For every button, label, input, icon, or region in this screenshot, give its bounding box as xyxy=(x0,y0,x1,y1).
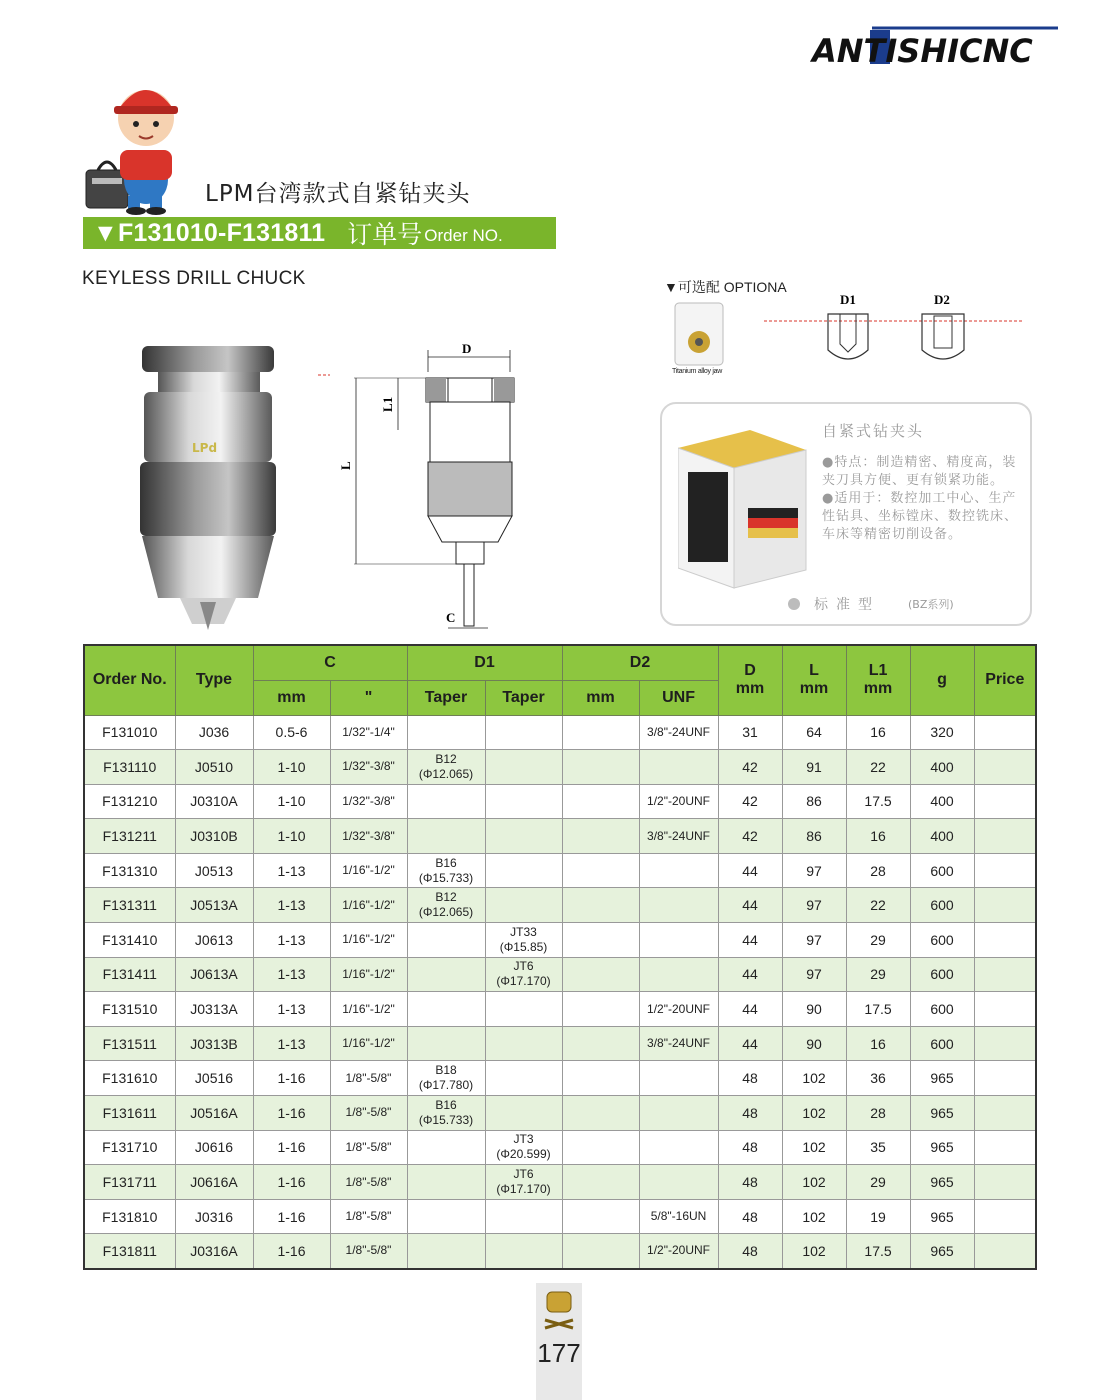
cell-d2-mm xyxy=(562,853,639,888)
cell-d1-taper-b: B16 (Φ15.733) xyxy=(407,853,485,888)
table-row xyxy=(84,1165,1036,1200)
cell-g: 965 xyxy=(910,1096,974,1131)
cell-d: 44 xyxy=(718,1026,782,1061)
cell-d1-taper-jt xyxy=(485,1026,562,1061)
cell-g: 965 xyxy=(910,1165,974,1200)
cell-l1: 35 xyxy=(846,1130,910,1165)
col-l1: L1 mm xyxy=(846,645,910,715)
cell-d: 44 xyxy=(718,853,782,888)
order-range: ▼F131010-F131811 xyxy=(93,218,326,247)
cell-type: J0316 xyxy=(175,1199,253,1234)
cell-d1-taper-b xyxy=(407,715,485,750)
cell-d2-mm xyxy=(562,819,639,854)
cell-l1: 19 xyxy=(846,1199,910,1234)
cell-order-no: F131411 xyxy=(84,957,175,992)
cell-d1-taper-jt xyxy=(485,750,562,785)
page-title: LPM台湾款式自紧钻夹头 xyxy=(205,181,471,207)
cell-d1-taper-jt xyxy=(485,819,562,854)
cell-d2-unf xyxy=(639,1130,718,1165)
cell-l: 97 xyxy=(782,923,846,958)
info-standard xyxy=(788,594,880,614)
cell-l: 97 xyxy=(782,888,846,923)
cell-d: 42 xyxy=(718,819,782,854)
cell-c-inch: 1/8"-5/8" xyxy=(330,1165,407,1200)
info-usage: ●适用于：数控加工中心、生产性钻具、坐标镗床、数控铣床、车床等精密切削设备。 xyxy=(822,491,1019,542)
cell-order-no: F131210 xyxy=(84,784,175,819)
cell-d2-unf xyxy=(639,1061,718,1096)
table-row xyxy=(84,819,1036,854)
cell-d2-unf: 3/8"-24UNF xyxy=(639,715,718,750)
cell-d2-unf: 5/8"-16UN xyxy=(639,1199,718,1234)
cell-order-no: F131511 xyxy=(84,1026,175,1061)
cell-d2-mm xyxy=(562,1165,639,1200)
cell-g: 600 xyxy=(910,923,974,958)
cell-d2-unf xyxy=(639,1096,718,1131)
cell-l: 64 xyxy=(782,715,846,750)
cell-l: 102 xyxy=(782,1130,846,1165)
table-row xyxy=(84,750,1036,785)
cell-price xyxy=(974,853,1036,888)
col-g: g xyxy=(910,645,974,715)
cell-g: 400 xyxy=(910,819,974,854)
cell-c-inch: 1/16"-1/2" xyxy=(330,957,407,992)
cell-price xyxy=(974,1061,1036,1096)
cell-c-inch: 1/8"-5/8" xyxy=(330,1061,407,1096)
info-description xyxy=(822,454,1022,544)
cell-g: 400 xyxy=(910,750,974,785)
cell-g: 965 xyxy=(910,1061,974,1096)
cell-d1-taper-jt xyxy=(485,1061,562,1096)
brand-wordmark: ANTISHICNC xyxy=(812,32,1033,70)
cell-c-inch: 1/8"-5/8" xyxy=(330,1199,407,1234)
cell-d1-taper-jt: JT33 (Φ15.85) xyxy=(485,923,562,958)
cell-type: J0313A xyxy=(175,992,253,1027)
svg-text:LPd: LPd xyxy=(192,441,218,455)
cell-d1-taper-b: B18 (Φ17.780) xyxy=(407,1061,485,1096)
standard-dot-icon xyxy=(788,598,800,610)
cell-d1-taper-jt xyxy=(485,1096,562,1131)
cell-d: 48 xyxy=(718,1234,782,1269)
spec-table-body xyxy=(84,715,1036,1269)
cell-d: 44 xyxy=(718,888,782,923)
cell-price xyxy=(974,715,1036,750)
cell-d1-taper-jt xyxy=(485,853,562,888)
cell-d2-mm xyxy=(562,992,639,1027)
order-number-banner xyxy=(83,217,556,249)
dim-l-label: L xyxy=(338,461,353,470)
cell-d1-taper-jt xyxy=(485,888,562,923)
cell-order-no: F131311 xyxy=(84,888,175,923)
cell-d2-unf xyxy=(639,923,718,958)
cell-price xyxy=(974,1165,1036,1200)
cell-c-mm: 1-10 xyxy=(253,750,330,785)
cell-d2-mm xyxy=(562,750,639,785)
cell-l1: 16 xyxy=(846,819,910,854)
cell-d2-unf xyxy=(639,1165,718,1200)
cell-d: 48 xyxy=(718,1199,782,1234)
cell-price xyxy=(974,1234,1036,1269)
cell-d2-mm xyxy=(562,1096,639,1131)
cell-g: 965 xyxy=(910,1234,974,1269)
cell-g: 965 xyxy=(910,1199,974,1234)
drill-chuck-photo xyxy=(130,340,285,630)
cell-order-no: F131010 xyxy=(84,715,175,750)
cell-d: 48 xyxy=(718,1096,782,1131)
product-box-image xyxy=(678,428,808,590)
col-d2-unf: UNF xyxy=(639,680,718,715)
col-c-mm: mm xyxy=(253,680,330,715)
cell-d2-mm xyxy=(562,1130,639,1165)
cell-d1-taper-jt: JT6 (Φ17.170) xyxy=(485,1165,562,1200)
spec-table xyxy=(83,644,1037,1270)
cell-c-inch: 1/32"-3/8" xyxy=(330,750,407,785)
cell-c-inch: 1/16"-1/2" xyxy=(330,1026,407,1061)
optional-label: ▼可选配 OPTIONA xyxy=(664,279,787,295)
series-label: (BZ系列) xyxy=(908,598,954,611)
mascot-illustration xyxy=(84,70,194,215)
cell-d2-mm xyxy=(562,957,639,992)
cell-d2-mm xyxy=(562,923,639,958)
cell-l: 97 xyxy=(782,957,846,992)
table-row xyxy=(84,992,1036,1027)
cell-l1: 28 xyxy=(846,853,910,888)
cell-c-mm: 1-10 xyxy=(253,819,330,854)
dim-l1-label: L1 xyxy=(380,396,395,412)
cell-c-mm: 1-16 xyxy=(253,1061,330,1096)
cell-price xyxy=(974,784,1036,819)
d2-label: D2 xyxy=(934,292,950,307)
cell-c-inch: 1/32"-3/8" xyxy=(330,784,407,819)
cell-order-no: F131211 xyxy=(84,819,175,854)
cell-d2-unf: 1/2"-20UNF xyxy=(639,1234,718,1269)
cell-g: 600 xyxy=(910,992,974,1027)
cell-order-no: F131611 xyxy=(84,1096,175,1131)
cell-c-inch: 1/16"-1/2" xyxy=(330,923,407,958)
cell-c-mm: 1-16 xyxy=(253,1130,330,1165)
cell-g: 600 xyxy=(910,853,974,888)
table-row xyxy=(84,957,1036,992)
cell-d1-taper-b xyxy=(407,1026,485,1061)
cell-d1-taper-jt: JT6 (Φ17.170) xyxy=(485,957,562,992)
cell-l1: 22 xyxy=(846,750,910,785)
cell-d2-mm xyxy=(562,1199,639,1234)
cell-l1: 29 xyxy=(846,957,910,992)
cell-price xyxy=(974,1130,1036,1165)
cell-d1-taper-b: B12 (Φ12.065) xyxy=(407,888,485,923)
cell-price xyxy=(974,888,1036,923)
cell-d2-mm xyxy=(562,1026,639,1061)
mascot-small-icon xyxy=(541,1290,577,1330)
cell-d1-taper-b xyxy=(407,1165,485,1200)
cell-g: 600 xyxy=(910,888,974,923)
cell-l: 86 xyxy=(782,819,846,854)
cell-d1-taper-b xyxy=(407,923,485,958)
cell-g: 320 xyxy=(910,715,974,750)
cell-c-mm: 0.5-6 xyxy=(253,715,330,750)
cell-d1-taper-b xyxy=(407,992,485,1027)
cell-c-mm: 1-13 xyxy=(253,992,330,1027)
table-row xyxy=(84,888,1036,923)
cell-d: 42 xyxy=(718,750,782,785)
cell-c-inch: 1/16"-1/2" xyxy=(330,888,407,923)
table-row xyxy=(84,1096,1036,1131)
cell-c-mm: 1-16 xyxy=(253,1096,330,1131)
cell-type: J0513 xyxy=(175,853,253,888)
dim-d-label: D xyxy=(462,341,472,356)
cell-d1-taper-jt xyxy=(485,784,562,819)
product-subtitle: KEYLESS DRILL CHUCK xyxy=(82,268,306,289)
cell-price xyxy=(974,1026,1036,1061)
cell-l1: 29 xyxy=(846,1165,910,1200)
cell-type: J0616A xyxy=(175,1165,253,1200)
cell-d1-taper-jt xyxy=(485,715,562,750)
cell-l1: 22 xyxy=(846,888,910,923)
table-row xyxy=(84,1130,1036,1165)
cell-d2-mm xyxy=(562,888,639,923)
d1-label: D1 xyxy=(840,292,856,307)
cell-d2-unf: 1/2"-20UNF xyxy=(639,784,718,819)
cell-type: J0310A xyxy=(175,784,253,819)
cell-d1-taper-b xyxy=(407,957,485,992)
dimension-drawing xyxy=(318,340,523,640)
col-c: C xyxy=(253,645,407,680)
cell-c-mm: 1-13 xyxy=(253,957,330,992)
cell-c-mm: 1-13 xyxy=(253,853,330,888)
cell-g: 600 xyxy=(910,957,974,992)
cell-order-no: F131811 xyxy=(84,1234,175,1269)
order-label-zh: 订单号 xyxy=(347,220,423,249)
cell-l1: 17.5 xyxy=(846,992,910,1027)
cell-price xyxy=(974,992,1036,1027)
cell-order-no: F131410 xyxy=(84,923,175,958)
cell-c-inch: 1/16"-1/2" xyxy=(330,853,407,888)
col-price: Price xyxy=(974,645,1036,715)
cell-d: 48 xyxy=(718,1130,782,1165)
cell-order-no: F131610 xyxy=(84,1061,175,1096)
info-features: ●特点：制造精密、精度高，装夹刀具方便、更有锁紧功能。 xyxy=(822,455,1017,488)
cell-d2-unf xyxy=(639,957,718,992)
cell-d2-unf xyxy=(639,888,718,923)
cell-d1-taper-jt xyxy=(485,992,562,1027)
cell-c-inch: 1/32"-1/4" xyxy=(330,715,407,750)
table-row xyxy=(84,853,1036,888)
cell-c-mm: 1-13 xyxy=(253,888,330,923)
cell-type: J0613 xyxy=(175,923,253,958)
cell-d2-mm xyxy=(562,1234,639,1269)
cell-type: J0516 xyxy=(175,1061,253,1096)
cell-g: 600 xyxy=(910,1026,974,1061)
cell-d2-mm xyxy=(562,1061,639,1096)
cell-price xyxy=(974,1096,1036,1131)
cell-d1-taper-b xyxy=(407,1130,485,1165)
cell-d: 48 xyxy=(718,1061,782,1096)
cell-l: 102 xyxy=(782,1199,846,1234)
titanium-jaw-thumbnail xyxy=(674,302,724,366)
cell-g: 965 xyxy=(910,1130,974,1165)
cell-d: 48 xyxy=(718,1165,782,1200)
cell-c-inch: 1/8"-5/8" xyxy=(330,1130,407,1165)
cell-c-inch: 1/8"-5/8" xyxy=(330,1096,407,1131)
col-d1-taper-b: Taper xyxy=(407,680,485,715)
cell-c-mm: 1-16 xyxy=(253,1199,330,1234)
cell-d2-unf: 1/2"-20UNF xyxy=(639,992,718,1027)
cell-d1-taper-jt xyxy=(485,1234,562,1269)
col-type: Type xyxy=(175,645,253,715)
cell-d2-mm xyxy=(562,715,639,750)
cell-l1: 16 xyxy=(846,715,910,750)
cell-l: 90 xyxy=(782,992,846,1027)
cell-d2-mm xyxy=(562,784,639,819)
cell-l: 97 xyxy=(782,853,846,888)
cell-d: 44 xyxy=(718,992,782,1027)
cell-l: 102 xyxy=(782,1234,846,1269)
brand-logo xyxy=(812,24,1062,72)
cell-g: 400 xyxy=(910,784,974,819)
cell-order-no: F131711 xyxy=(84,1165,175,1200)
cell-d2-unf: 3/8"-24UNF xyxy=(639,1026,718,1061)
cell-price xyxy=(974,750,1036,785)
cell-d: 44 xyxy=(718,923,782,958)
standard-label: 标准型 xyxy=(814,597,880,613)
cell-l1: 17.5 xyxy=(846,784,910,819)
cell-order-no: F131310 xyxy=(84,853,175,888)
cell-type: J0316A xyxy=(175,1234,253,1269)
order-label-en: Order NO. xyxy=(424,226,503,245)
cell-l1: 36 xyxy=(846,1061,910,1096)
cell-l: 102 xyxy=(782,1165,846,1200)
col-d1: D1 xyxy=(407,645,562,680)
cell-l: 102 xyxy=(782,1061,846,1096)
cell-c-inch: 1/32"-3/8" xyxy=(330,819,407,854)
cell-l1: 29 xyxy=(846,923,910,958)
cell-d1-taper-b xyxy=(407,1199,485,1234)
col-order-no: Order No. xyxy=(84,645,175,715)
cell-d1-taper-b: B16 (Φ15.733) xyxy=(407,1096,485,1131)
cell-type: J0516A xyxy=(175,1096,253,1131)
cell-l1: 28 xyxy=(846,1096,910,1131)
cell-c-mm: 1-16 xyxy=(253,1165,330,1200)
cell-l: 90 xyxy=(782,1026,846,1061)
cell-l: 91 xyxy=(782,750,846,785)
cell-type: J0510 xyxy=(175,750,253,785)
cell-l: 102 xyxy=(782,1096,846,1131)
cell-d1-taper-b xyxy=(407,1234,485,1269)
table-row xyxy=(84,1199,1036,1234)
page-number: 177 xyxy=(537,1338,581,1368)
table-row xyxy=(84,923,1036,958)
cell-d1-taper-jt: JT3 (Φ20.599) xyxy=(485,1130,562,1165)
cell-type: J0613A xyxy=(175,957,253,992)
cell-price xyxy=(974,819,1036,854)
cell-order-no: F131110 xyxy=(84,750,175,785)
table-row xyxy=(84,784,1036,819)
cell-c-mm: 1-13 xyxy=(253,923,330,958)
cell-l1: 16 xyxy=(846,1026,910,1061)
optional-d1-d2-diagram xyxy=(764,290,1026,372)
cell-c-mm: 1-13 xyxy=(253,1026,330,1061)
cell-order-no: F131710 xyxy=(84,1130,175,1165)
cell-d2-unf xyxy=(639,853,718,888)
table-row xyxy=(84,1234,1036,1269)
cell-price xyxy=(974,1199,1036,1234)
cell-type: J0616 xyxy=(175,1130,253,1165)
cell-type: J0313B xyxy=(175,1026,253,1061)
cell-c-mm: 1-16 xyxy=(253,1234,330,1269)
cell-c-mm: 1-10 xyxy=(253,784,330,819)
cell-type: J0513A xyxy=(175,888,253,923)
cell-d: 42 xyxy=(718,784,782,819)
col-d2: D2 xyxy=(562,645,718,680)
col-d1-taper-jt: Taper xyxy=(485,680,562,715)
col-d: D mm xyxy=(718,645,782,715)
cell-d1-taper-b xyxy=(407,819,485,854)
info-title: 自紧式钻夹头 xyxy=(822,422,925,440)
cell-price xyxy=(974,923,1036,958)
cell-d2-unf: 3/8"-24UNF xyxy=(639,819,718,854)
cell-order-no: F131810 xyxy=(84,1199,175,1234)
cell-order-no: F131510 xyxy=(84,992,175,1027)
dim-c-label: C xyxy=(446,610,456,625)
cell-c-inch: 1/16"-1/2" xyxy=(330,992,407,1027)
cell-d2-unf xyxy=(639,750,718,785)
cell-c-inch: 1/8"-5/8" xyxy=(330,1234,407,1269)
cell-d1-taper-b xyxy=(407,784,485,819)
table-row xyxy=(84,1026,1036,1061)
cell-l1: 17.5 xyxy=(846,1234,910,1269)
col-c-inch: " xyxy=(330,680,407,715)
cell-l: 86 xyxy=(782,784,846,819)
col-d2-mm: mm xyxy=(562,680,639,715)
cell-type: J036 xyxy=(175,715,253,750)
cell-d: 44 xyxy=(718,957,782,992)
cell-price xyxy=(974,957,1036,992)
cell-d: 31 xyxy=(718,715,782,750)
cell-d1-taper-b: B12 (Φ12.065) xyxy=(407,750,485,785)
table-row xyxy=(84,1061,1036,1096)
col-l: L mm xyxy=(782,645,846,715)
cell-d1-taper-jt xyxy=(485,1199,562,1234)
titanium-jaw-label: Titanium alloy jaw xyxy=(672,368,722,375)
table-row xyxy=(84,715,1036,750)
cell-type: J0310B xyxy=(175,819,253,854)
